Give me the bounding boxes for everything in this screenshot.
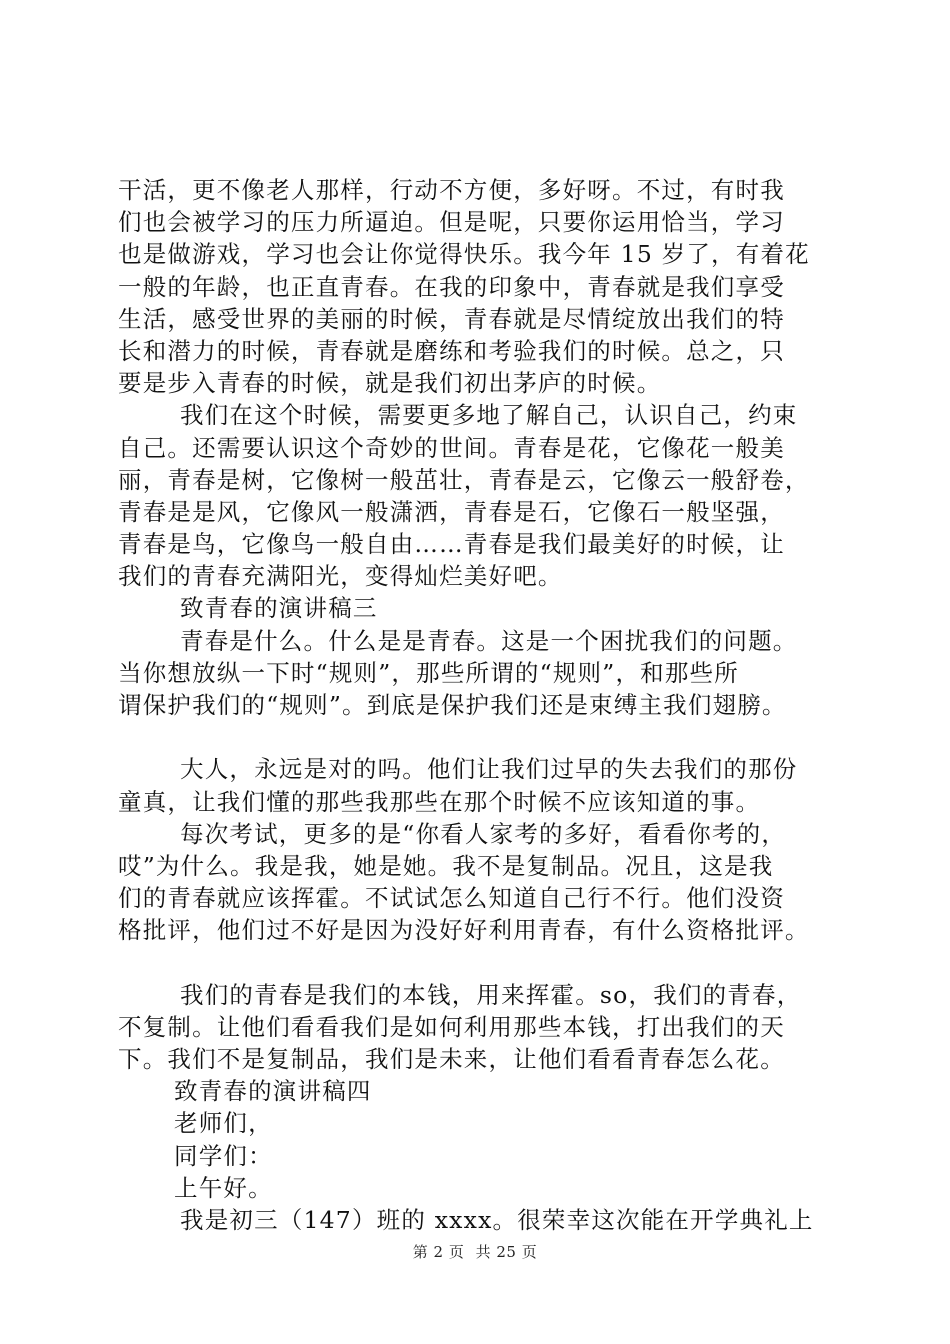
body-line: 下。我们不是复制品，我们是未来，让他们看看青春怎么花。 [118,1045,785,1074]
salutation-line: 老师们， [174,1109,273,1138]
body-line: 青春是是风，它像风一般潇洒，青春是石，它像石一般坚强， [118,497,785,526]
body-line: 童真，让我们懂的那些我那些在那个时候不应该知道的事。 [118,787,761,816]
body-line: 们也会被学习的压力所逼迫。但是呢，只要你运用恰当，学习 [118,208,785,237]
section-heading: 致青春的演讲稿四 [174,1077,372,1106]
body-line: 要是步入青春的时候，就是我们初出茅庐的时候。 [118,369,662,398]
blank-line [118,947,858,979]
body-line: 我们的青春充满阳光，变得灿烂美好吧。 [118,562,563,591]
page-number: 第 2 页 [412,1243,465,1261]
section-heading: 致青春的演讲稿三 [180,594,378,623]
body-line: 一般的年龄，也正直青春。在我的印象中，青春就是我们享受 [118,272,785,301]
page-footer [0,1241,950,1262]
total-pages: 共 25 页 [475,1243,538,1261]
paragraph-start-line: 每次考试，更多的是“你看人家考的多好，看看你考的， [180,819,787,848]
body-line: 长和潜力的时候，青春就是磨练和考验我们的时候。总之，只 [118,336,785,365]
paragraph-start-line: 我们的青春是我们的本钱，用来挥霍。so，我们的青春， [180,980,802,1009]
paragraph-start-line: 我们在这个时候，需要更多地了解自己，认识自己，约束 [180,401,798,430]
paragraph-start-line: 大人，永远是对的吗。他们让我们过早的失去我们的那份 [180,755,798,784]
body-line: 谓保护我们的“规则”。到底是保护我们还是束缚主我们翅膀。 [118,691,787,719]
body-line: 不复制。让他们看看我们是如何利用那些本钱，打出我们的天 [118,1012,785,1041]
body-line: 也是做游戏，学习也会让你觉得快乐。我今年 15 岁了，有着花 [118,240,810,269]
body-line: 们的青春就应该挥霍。不试试怎么知道自己行不行。他们没资 [118,884,785,913]
body-line: 当你想放纵一下时“规则”，那些所谓的“规则”，和那些所 [118,658,739,687]
body-line: 丽，青春是树，它像树一般茁壮，青春是云，它像云一般舒卷， [118,465,810,494]
body-line: 生活，感受世界的美丽的时候，青春就是尽情绽放出我们的特 [118,304,785,333]
body-line: 青春是鸟，它像鸟一般自由……青春是我们最美好的时候，让 [118,530,785,559]
salutation-line: 同学们： [174,1141,273,1170]
blank-line [118,721,858,753]
body-line: 干活，更不像老人那样，行动不方便，多好呀。不过，有时我 [118,176,785,204]
greeting-line: 上午好。 [174,1173,273,1202]
paragraph-start-line: 我是初三（147）班的 xxxx。很荣幸这次能在开学典礼上 [180,1206,814,1234]
body-line: 格批评，他们过不好是因为没好好利用青春，有什么资格批评。 [118,916,810,945]
document-body [118,174,858,1236]
body-line: 自己。还需要认识这个奇妙的世间。青春是花，它像花一般美 [118,433,785,462]
paragraph-start-line: 青春是什么。什么是是青春。这是一个困扰我们的问题。 [180,626,798,655]
body-line: 哎”为什么。我是我，她是她。我不是复制品。况且，这是我 [118,851,774,880]
